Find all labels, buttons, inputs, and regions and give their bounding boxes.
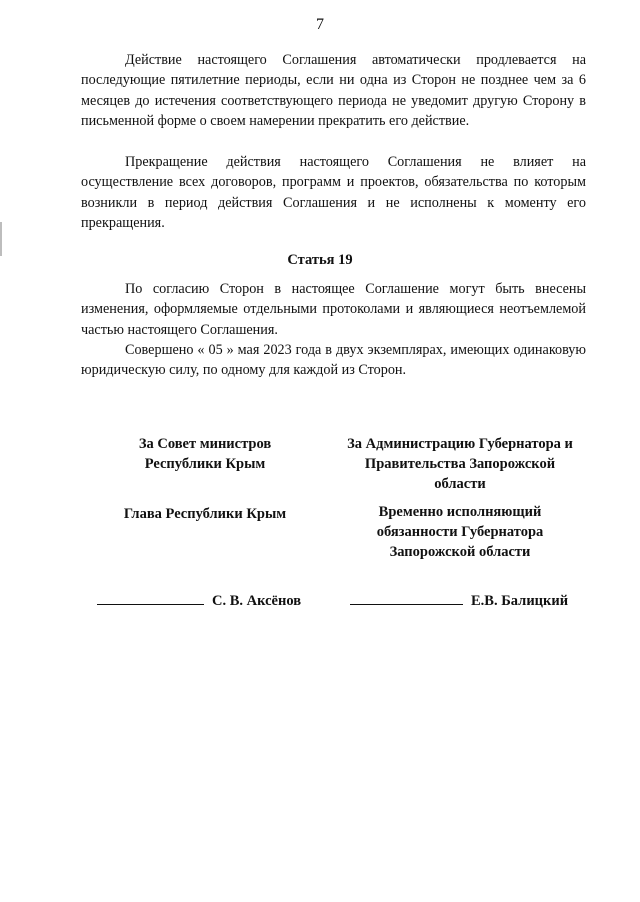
paragraph-auto-renewal: Действие настоящего Соглашения автоматически продлевается на последующие пятилетние периоды, если ни одна из Сторон не позднее чем за 6 месяцев до истечения соответствующего периода не уведомит другую Сторону в письменной форме о своем намерении прекратить его действие. bbox=[81, 52, 586, 130]
left-signatory-title: Глава Республики Крым bbox=[123, 506, 287, 522]
right-title-line-2: обязанности Губернатора bbox=[376, 524, 544, 540]
paragraph-termination: Прекращение действия настоящего Соглашения не влияет на осуществление всех договоров, программ и проектов, обязательства по которым возникли в период действия Соглашения и не исполнены к моменту его прекращения. bbox=[81, 154, 586, 232]
scan-margin-mark bbox=[0, 222, 2, 256]
right-signature-block bbox=[350, 592, 568, 610]
left-signatory-name: С. В. Аксёнов bbox=[212, 593, 302, 609]
right-signatory-organization bbox=[330, 434, 590, 494]
page-number: 7 bbox=[316, 16, 324, 33]
left-org-line-2: Республики Крым bbox=[144, 456, 266, 472]
right-signatory-title bbox=[330, 502, 590, 562]
article-heading: Статья 19 bbox=[287, 252, 353, 268]
paragraph-done-at: Совершено « 05 » мая 2023 года в двух экземплярах, имеющих одинаковую юридическую силу, по одному для каждой из Сторон. bbox=[81, 342, 586, 379]
right-signature-line bbox=[350, 592, 463, 605]
right-title-line-1: Временно исполняющий bbox=[378, 504, 542, 520]
left-org-line-1: За Совет министров bbox=[138, 436, 272, 452]
right-title-line-3: Запорожской области bbox=[389, 544, 531, 560]
paragraph-amendments: По согласию Сторон в настоящее Соглашение могут быть внесены изменения, оформляемые отдельными протоколами и являющиеся неотъемлемой частью настоящего Соглашения. bbox=[81, 281, 586, 338]
right-org-line-3: области bbox=[434, 476, 486, 492]
left-signature-block bbox=[97, 592, 301, 610]
right-signatory-name: Е.В. Балицкий bbox=[471, 593, 569, 609]
right-org-line-1: За Администрацию Губернатора и bbox=[347, 436, 573, 452]
left-signature-line bbox=[97, 592, 204, 605]
left-signatory-organization bbox=[95, 434, 315, 474]
right-org-line-2: Правительства Запорожской bbox=[364, 456, 556, 472]
